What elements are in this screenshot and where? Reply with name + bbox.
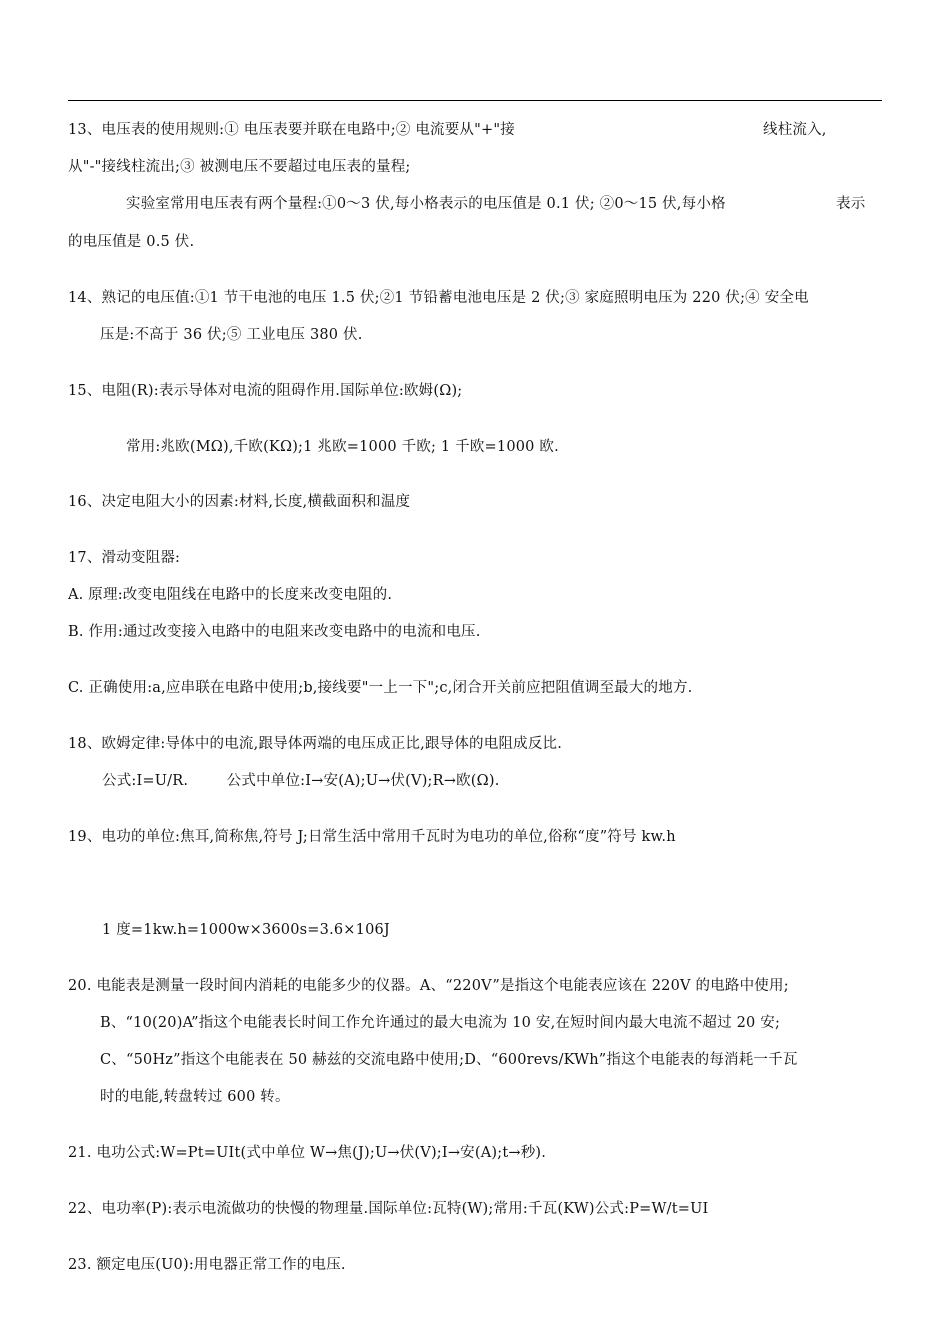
item-13-range-tail: 表示 [836, 196, 866, 212]
item-13-range-line: 实验室常用电压表有两个量程:①0～3 伏,每小格表示的电压值是 0.1 伏; ②0～15 伏,每小格 [126, 196, 726, 212]
item-15-line-2: 常用:兆欧(MΩ),千欧(KΩ);1 兆欧=1000 千欧; 1 千欧=1000 欧. [126, 439, 559, 455]
item-13-line-1-tail: 线柱流入, [763, 122, 827, 138]
item-17-title: 17、滑动变阻器: [68, 550, 181, 566]
item-21: 21. 电功公式:W=Pt=UIt(式中单位 W→焦(J);U→伏(V);I→安(A);t→秒). [68, 1145, 547, 1161]
item-17-c: C. 正确使用:a,应串联在电路中使用;b,接线要"一上一下";c,闭合开关前应把阻值调至最大的地方. [68, 680, 693, 696]
item-20-line-4: 时的电能,转盘转过 600 转。 [100, 1089, 290, 1105]
item-13-line-2: 从"-"接线柱流出;③ 被测电压不要超过电压表的量程; [68, 159, 411, 175]
item-18-line-1: 18、欧姆定律:导体中的电流,跟导体两端的电压成正比,跟导体的电阻成反比. [68, 736, 563, 752]
item-23: 23. 额定电压(U0):用电器正常工作的电压. [68, 1257, 346, 1273]
item-14-line-2: 压是:不高于 36 伏;⑤ 工业电压 380 伏. [100, 327, 363, 343]
item-18-formula: 公式:I=U/R. 公式中单位:I→安(A);U→伏(V);R→欧(Ω). [102, 773, 500, 789]
item-13-range-line-2: 的电压值是 0.5 伏. [68, 234, 195, 250]
item-20-line-1: 20. 电能表是测量一段时间内消耗的电能多少的仪器。A、“220V”是指这个电能表应该在 220V 的电路中使用; [68, 978, 789, 994]
item-20-line-2: B、“10(20)A”指这个电能表长时间工作允许通过的最大电流为 10 安,在短时间内最大电流不超过 20 安; [100, 1015, 781, 1031]
item-13-line-1: 13、电压表的使用规则:① 电压表要并联在电路中;② 电流要从"+"接 [68, 122, 515, 138]
item-22: 22、电功率(P):表示电流做功的快慢的物理量.国际单位:瓦特(W);常用:千瓦(KW)公式:P=W/t=UI [68, 1201, 709, 1217]
item-17-a: A. 原理:改变电阻线在电路中的长度来改变电阻的. [68, 587, 393, 603]
item-15-line-1: 15、电阻(R):表示导体对电流的阻碍作用.国际单位:欧姆(Ω); [68, 383, 463, 399]
item-19-line-1: 19、电功的单位:焦耳,简称焦,符号 J;日常生活中常用千瓦时为电功的单位,俗称“度”符号 kw.h [68, 829, 676, 845]
header-rule [68, 100, 882, 101]
item-17-b: B. 作用:通过改变接入电路中的电阻来改变电路中的电流和电压. [68, 624, 481, 640]
item-20-line-3: C、“50Hz”指这个电能表在 50 赫兹的交流电路中使用;D、“600revs/KWh”指这个电能表的每消耗一千瓦 [100, 1052, 798, 1068]
item-16: 16、决定电阻大小的因素:材料,长度,横截面积和温度 [68, 494, 411, 510]
item-19-line-2: 1 度=1kw.h=1000w×3600s=3.6×106J [102, 922, 390, 938]
item-14-line-1: 14、熟记的电压值:①1 节干电池的电压 1.5 伏;②1 节铅蓄电池电压是 2 伏;③ 家庭照明电压为 220 伏;④ 安全电 [68, 290, 809, 306]
